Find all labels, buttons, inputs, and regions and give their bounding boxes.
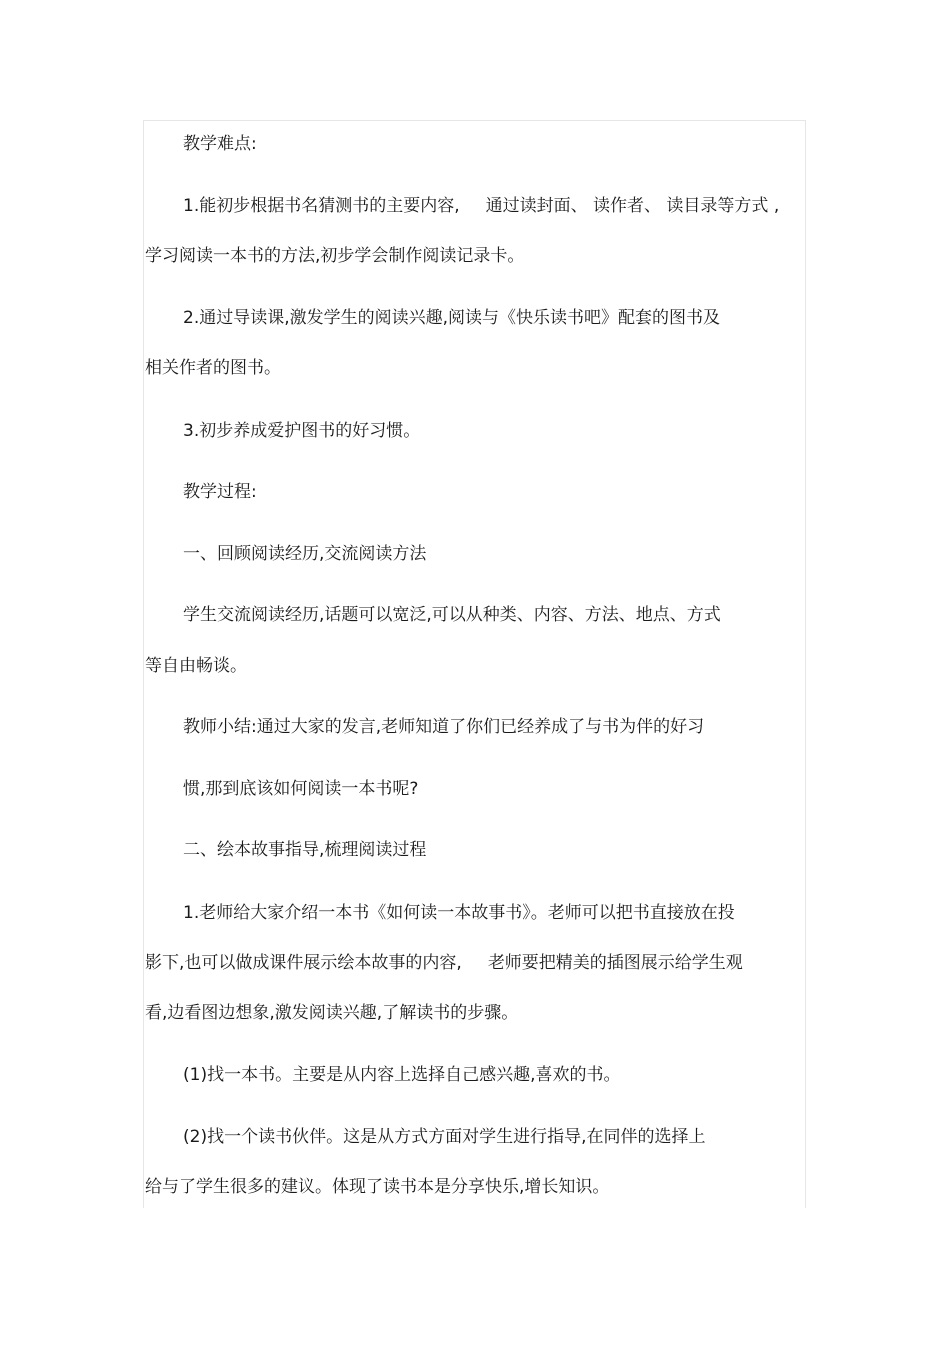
paragraph-line: 等自由畅谈。 xyxy=(145,656,247,676)
paragraph-line: 惯,那到底该如何阅读一本书呢? xyxy=(183,779,419,799)
paragraph-line: 教师小结:通过大家的发言,老师知道了你们已经养成了与书为伴的好习 xyxy=(183,717,705,737)
heading-teaching-process: 教学过程: xyxy=(183,482,257,502)
paragraph-line: 看,边看图边想象,激发阅读兴趣,了解读书的步骤。 xyxy=(145,1003,519,1023)
paragraph-line: 2.通过导读课,激发学生的阅读兴趣,阅读与《快乐读书吧》配套的图书及 xyxy=(183,308,721,328)
paragraph-line: 学生交流阅读经历,话题可以宽泛,可以从种类、内容、方法、地点、方式 xyxy=(183,605,721,625)
paragraph-line: 3.初步养成爱护图书的好习惯。 xyxy=(183,421,421,441)
paragraph-line: 相关作者的图书。 xyxy=(145,358,281,378)
heading-teaching-difficulties: 教学难点: xyxy=(183,134,257,154)
paragraph-line: 学习阅读一本书的方法,初步学会制作阅读记录卡。 xyxy=(145,246,525,266)
paragraph-line: 影下,也可以做成课件展示绘本故事的内容, 老师要把精美的插图展示给学生观 xyxy=(145,953,743,973)
list-item: (1)找一本书。主要是从内容上选择自己感兴趣,喜欢的书。 xyxy=(183,1065,621,1085)
section-heading: 一、回顾阅读经历,交流阅读方法 xyxy=(183,544,427,564)
paragraph-line: 给与了学生很多的建议。体现了读书本是分享快乐,增长知识。 xyxy=(145,1177,610,1197)
paragraph-line: 1.能初步根据书名猜测书的主要内容, 通过读封面、 读作者、 读目录等方式 , xyxy=(183,196,780,216)
paragraph-line: 1.老师给大家介绍一本书《如何读一本故事书》。老师可以把书直接放在投 xyxy=(183,903,735,923)
list-item: (2)找一个读书伙伴。这是从方式方面对学生进行指导,在同伴的选择上 xyxy=(183,1127,706,1147)
section-heading: 二、绘本故事指导,梳理阅读过程 xyxy=(183,840,427,860)
